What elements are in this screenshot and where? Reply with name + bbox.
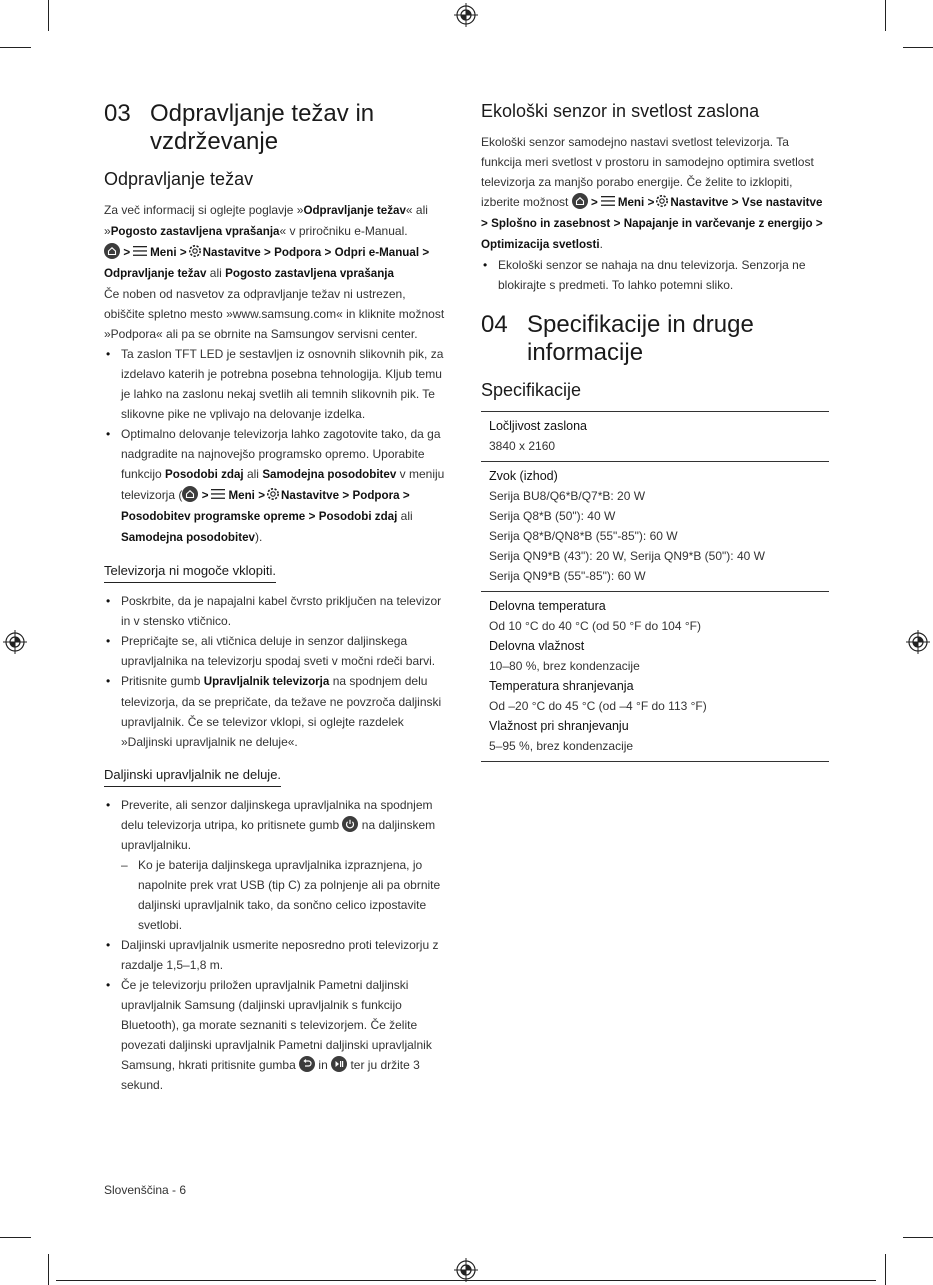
spec-value: Od 10 °C do 40 °C (od 50 °F do 104 °F) xyxy=(489,619,701,633)
path-napajanje: Napajanje in varčevanje z energijo xyxy=(623,217,813,230)
page-footer: Slovenščina - 6 xyxy=(104,1183,187,1197)
separator: > xyxy=(647,196,655,209)
table-cell xyxy=(481,412,829,462)
dash-list xyxy=(121,855,446,935)
list-item: • Daljinski upravljalnik usmerite neposredno proti televizorju z razdalje 1,5–1,8 m. xyxy=(104,935,446,975)
path-posodobitev: Posodobitev programske opreme xyxy=(121,510,306,523)
spec-label: Temperatura shranjevanja xyxy=(489,679,634,693)
crop-mark xyxy=(903,1237,933,1238)
text-ali: ali xyxy=(400,509,413,523)
menu-icon xyxy=(133,245,147,257)
table-cell xyxy=(481,462,829,592)
separator: > xyxy=(402,489,410,502)
crop-mark xyxy=(0,1237,31,1238)
path-optimizacija: Optimizacija svetlosti xyxy=(481,238,600,251)
table-row xyxy=(481,592,829,762)
text: ali xyxy=(243,467,263,481)
chapter-title: Odpravljanje težav in vzdrževanje xyxy=(150,100,375,155)
settings-gear-icon xyxy=(654,193,670,209)
path-nastavitve: Nastavitve xyxy=(670,196,729,209)
spec-value: Serija QN9*B (55"-85"): 60 W xyxy=(489,569,646,583)
spec-value: 5–95 %, brez kondenzacije xyxy=(489,739,634,753)
text-ali: ali xyxy=(209,266,222,280)
separator: > xyxy=(731,196,739,209)
chapter-heading-03 xyxy=(104,100,446,156)
menu-icon xyxy=(601,195,615,207)
text: na daljinskem upravljalniku. xyxy=(121,818,436,852)
eco-sensor-paragraph xyxy=(481,132,829,255)
registration-mark-icon xyxy=(454,1258,478,1282)
text: Preverite, ali senzor daljinskega upravljalnika na spodnjem delu televizorja utripa, ko pritisnete gumb xyxy=(121,798,433,832)
registration-mark-icon xyxy=(906,630,930,654)
spec-value: Serija Q8*B (50"): 40 W xyxy=(489,509,616,523)
home-icon xyxy=(182,486,198,502)
crop-mark xyxy=(885,0,886,31)
link-pogosto: Pogosto zastavljena vprašanja xyxy=(110,225,280,238)
spec-label: Vlažnost pri shranjevanju xyxy=(489,719,629,733)
separator: > xyxy=(591,196,598,209)
crop-mark xyxy=(48,1254,49,1285)
spec-value: 3840 x 2160 xyxy=(489,439,556,453)
menu-icon xyxy=(211,488,225,500)
power-icon xyxy=(342,816,358,832)
path-nastavitve: Nastavitve xyxy=(202,246,261,259)
home-icon xyxy=(572,193,588,209)
separator: > xyxy=(613,217,621,230)
list-item: • Poskrbite, da je napajalni kabel čvrsto priključen na televizor in v stensko vtičnico. xyxy=(104,591,446,631)
text: Optimalno delovanje televizorja lahko zagotovite tako, da ga nadgradite na najnovejšo programsko opremo. Uporabite funkcijo xyxy=(121,427,441,481)
eco-sensor-bullets xyxy=(481,255,829,295)
intro-paragraph xyxy=(104,200,446,242)
text: Za več informacij si oglejte poglavje » xyxy=(104,203,304,217)
spec-value: Od –20 °C do 45 °C (od –4 °F do 113 °F) xyxy=(489,699,707,713)
home-icon xyxy=(104,243,120,259)
path-odpravljanje: Odpravljanje težav xyxy=(104,267,207,280)
text: Če je televizorju priložen upravljalnik Pametni daljinski upravljalnik Samsung (daljinski upravljalnik s funkcijo Bluetooth), ga morate seznaniti s televizorjem. Če želite povezati daljinski upravljalnik Pametni daljinski upravljalnik Samsung, hkrati pritisnite gumba xyxy=(121,978,432,1072)
registration-mark-icon xyxy=(454,3,478,27)
text: Pritisnite gumb xyxy=(121,674,204,688)
spec-value: Serija QN9*B (43"): 20 W, Serija QN9*B (50"): 40 W xyxy=(489,549,765,563)
path-samodejna: Samodejna posodobitev xyxy=(121,531,255,544)
left-column xyxy=(104,100,446,1095)
table-row xyxy=(481,412,829,462)
text: « v priročniku e-Manual. xyxy=(279,224,408,238)
support-paragraph: Če noben od nasvetov za odpravljanje težav ni ustrezen, obiščite spletno mesto »www.samsung.com« in kliknite možnost »Podpora« ali pa se obrnite na Samsungov servisni center. xyxy=(104,287,445,341)
path-pogosto: Pogosto zastavljena vprašanja xyxy=(225,267,394,280)
list-item: • Prepričajte se, ali vtičnica deluje in senzor daljinskega upravljalnika na televizorju spodaj sveti v močni rdeči barvi. xyxy=(104,631,446,671)
list-item xyxy=(104,671,446,752)
settings-gear-icon xyxy=(265,486,281,502)
chapter-title: Specifikacije in druge informacije xyxy=(527,311,754,366)
samodejna-posodobitev: Samodejna posodobitev xyxy=(262,468,397,481)
path-podpora: Podpora xyxy=(274,246,322,259)
separator: > xyxy=(201,489,209,502)
text: « ali » xyxy=(104,203,428,238)
separator: > xyxy=(324,246,332,259)
path-vse-nastavitve: Vse nastavitve xyxy=(741,196,823,209)
remote-bullets xyxy=(104,795,446,1095)
spec-label: Ločljivost zaslona xyxy=(489,419,587,433)
chapter-heading-04 xyxy=(481,311,829,367)
path-splosno: Splošno in zasebnost xyxy=(491,217,611,230)
spec-label: Delovna vlažnost xyxy=(489,639,585,653)
section-title-troubleshooting: Odpravljanje težav xyxy=(104,169,254,189)
path-nastavitve: Nastavitve xyxy=(281,489,340,502)
posodobi-zdaj: Posodobi zdaj xyxy=(165,468,244,481)
text: Ekološki senzor samodejno nastavi svetlost televizorja. Ta funkcija meri svetlost v prostoru in samodejno optimira svetlost televizorja za manjšo porabo energije. Če želite to izklopiti, izberite možnost xyxy=(481,135,814,209)
list-item: – Ko je baterija daljinskega upravljalnika izpraznjena, jo napolnite prek vrat USB (tip C) za polnjenje ali pa obrnite daljinski upravljalnik tako, da sončno celico izpostavite svetlobi. xyxy=(121,855,446,935)
text: ). xyxy=(255,530,263,544)
separator: > xyxy=(258,489,266,502)
right-column xyxy=(481,100,829,762)
path-meni: Meni xyxy=(228,489,255,502)
text: v meniju televizorja ( xyxy=(121,467,445,502)
separator: > xyxy=(481,217,488,230)
link-odpravljanje: Odpravljanje težav xyxy=(303,204,406,217)
menu-path-emanual xyxy=(104,242,446,284)
crop-mark xyxy=(903,47,933,48)
chapter-number: 04 xyxy=(481,311,508,338)
crop-mark xyxy=(48,0,49,31)
upravljalnik-televizorja: Upravljalnik televizorja xyxy=(203,675,330,688)
play-pause-icon xyxy=(331,1056,347,1072)
subheading-remote-not-working: Daljinski upravljalnik ne deluje. xyxy=(104,766,281,787)
chapter-number: 03 xyxy=(104,100,131,127)
settings-gear-icon xyxy=(187,243,203,259)
separator: > xyxy=(308,510,316,523)
text: . xyxy=(599,237,603,251)
registration-mark-icon xyxy=(3,630,27,654)
specifications-table xyxy=(481,411,829,762)
separator: > xyxy=(179,246,187,259)
subheading-tv-no-power: Televizorja ni mogoče vklopiti. xyxy=(104,562,276,583)
path-meni: Meni xyxy=(617,196,645,209)
text: in xyxy=(315,1058,332,1072)
crop-mark xyxy=(885,1254,886,1285)
spec-value: Serija BU8/Q6*B/Q7*B: 20 W xyxy=(489,489,646,503)
separator: > xyxy=(264,246,271,259)
table-row xyxy=(481,462,829,592)
troubleshooting-bullets xyxy=(104,344,446,548)
list-item xyxy=(104,975,446,1095)
list-item xyxy=(104,424,446,548)
back-icon xyxy=(299,1056,315,1072)
spec-label: Zvok (izhod) xyxy=(489,469,558,483)
separator: > xyxy=(342,489,350,502)
spec-label: Delovna temperatura xyxy=(489,599,606,613)
spec-value: 10–80 %, brez kondenzacije xyxy=(489,659,640,673)
path-odpri-emanual: Odpri e-Manual xyxy=(334,246,420,259)
separator: > xyxy=(123,246,131,259)
text: na spodnjem delu televizorja, da se prepričate, da težave ne povzroča daljinski upravljalnik. Če se televizor vklopi, si oglejte razdelek »Daljinski upravljalnik ne deluje«. xyxy=(121,674,442,749)
spec-value: Serija Q8*B/QN8*B (55"-85"): 60 W xyxy=(489,529,678,543)
list-item: • Ekološki senzor se nahaja na dnu televizorja. Senzorja ne blokirajte s predmeti. To lahko potemni sliko. xyxy=(481,255,829,295)
section-title-specifications: Specifikacije xyxy=(481,380,582,400)
text: ter ju držite 3 sekund. xyxy=(121,1058,420,1092)
section-title-eco-sensor: Ekološki senzor in svetlost zaslona xyxy=(481,101,760,121)
path-meni: Meni xyxy=(150,246,177,259)
separator: > xyxy=(815,217,823,230)
path-posodobi-zdaj: Posodobi zdaj xyxy=(318,510,398,523)
tv-no-power-bullets xyxy=(104,591,446,752)
list-item: • Ta zaslon TFT LED je sestavljen iz osnovnih slikovnih pik, za izdelavo katerih je potrebna posebna tehnologija. Kljub temu je lahko na zaslonu nekaj svetlih ali temnih slikovnih pik. Te slikovne pike ne vplivajo na delovanje izdelka. xyxy=(104,344,446,424)
separator: > xyxy=(422,246,430,259)
path-podpora: Podpora xyxy=(352,489,400,502)
table-cell xyxy=(481,592,829,762)
crop-mark xyxy=(0,47,31,48)
list-item xyxy=(104,795,446,935)
